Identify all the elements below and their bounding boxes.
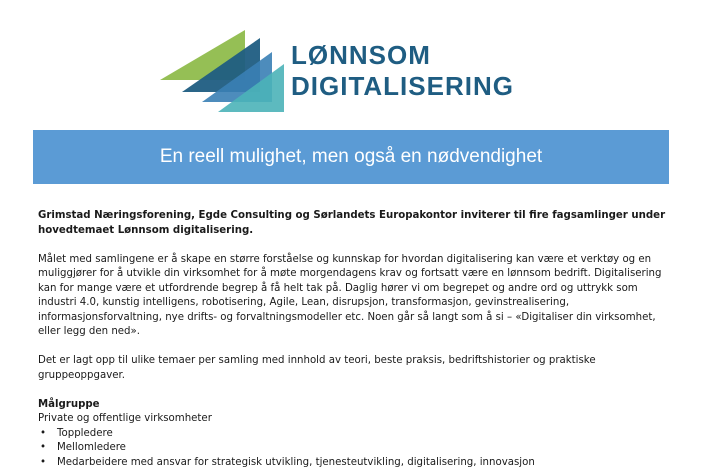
target-group-list (38, 427, 668, 470)
list-item: • Medarbeidere med ansvar for strategisk utvikling, tjenesteutvikling, digitalisering, innovasjon (38, 456, 668, 470)
document-body (38, 209, 668, 470)
list-item: • Toppledere (38, 427, 668, 442)
list-item: • Mellomledere (38, 441, 668, 456)
bullet-icon: • (40, 427, 46, 442)
logo-line-1: LØNNSOM (291, 40, 514, 71)
target-group-heading: Målgruppe (38, 398, 668, 413)
themes-paragraph: Det er lagt opp til ulike temaer per samling med innhold av teori, beste praksis, bedriftshistorier og praktiske gruppeoppgaver. (38, 354, 668, 383)
bullet-icon: • (40, 456, 46, 470)
logo-text (291, 40, 514, 102)
target-group-subheading: Private og offentlige virksomheter (38, 412, 668, 427)
tagline-banner (33, 130, 669, 184)
intro-paragraph: Grimstad Næringsforening, Egde Consulting og Sørlandets Europakontor inviterer til fire fagsamlinger under hovedtemaet Lønnsom digitalisering. (38, 209, 668, 238)
goal-paragraph: Målet med samlingene er å skape en større forståelse og kunnskap for hvordan digitalisering kan være et verktøy og en muliggjører for å utvikle din virksomhet for å møte morgendagens krav og fortsatt være en lønnsom bedrift. Digitalisering kan for mange være et utfordrende begrep å få helt tak på. Daglig hører vi om begrepet og andre ord og uttrykk som industri 4.0, kunstig intelligens, robotisering, Agile, Lean, disrupsjon, transformasjon, gevinstrealisering, informasjonsforvaltning, nye drifts- og forvaltningsmodeller etc. Noen går så langt som å si – «Digitaliser din virksomhet, eller legg den ned». (38, 253, 668, 340)
logo-triangles-icon (160, 30, 290, 115)
logo (160, 30, 510, 115)
tagline-text: En reell mulighet, men også en nødvendighet (160, 146, 542, 168)
bullet-icon: • (40, 441, 46, 456)
logo-line-2: DIGITALISERING (291, 71, 514, 102)
